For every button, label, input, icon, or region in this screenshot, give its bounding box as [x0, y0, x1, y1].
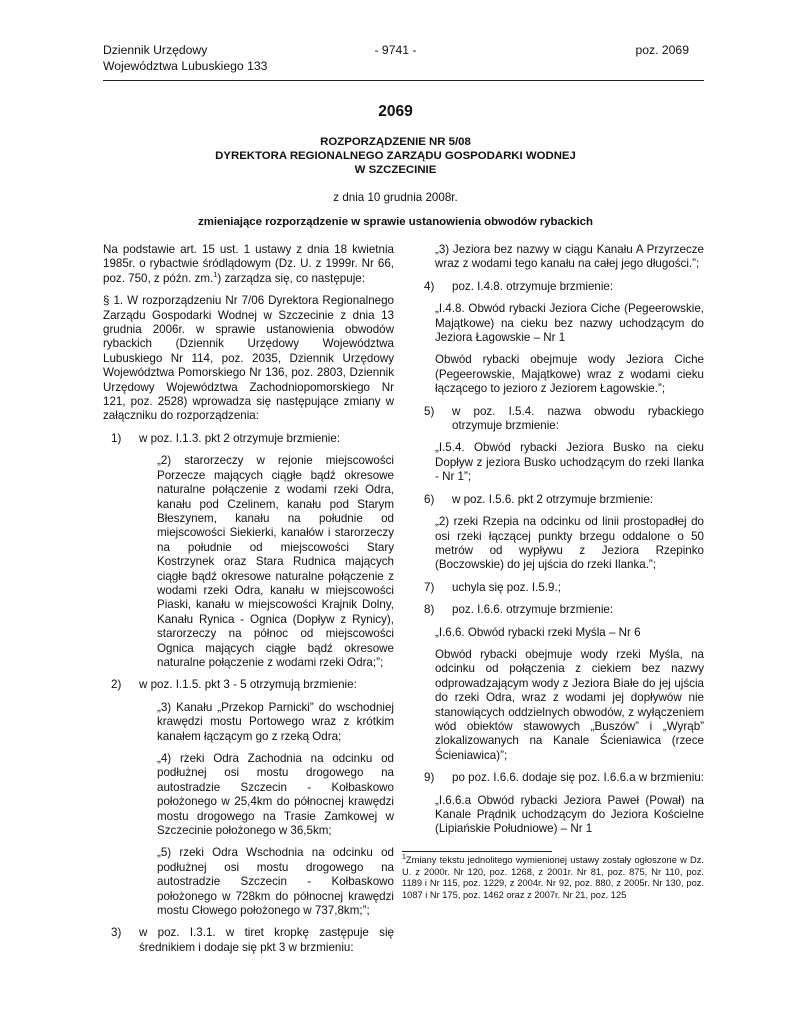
amendment-item-5: [416, 405, 704, 434]
quoted-provision: „I.6.6.a Obwód rybacki Jeziora Paweł (Pował) na Kanale Prądnik uchodzącym do Jeziora Kościelne (Lipiańskie Południowe) – Nr 1: [435, 793, 704, 836]
legal-basis-paragraph: [103, 243, 394, 286]
item-text: w poz. I.3.1. w tiret kropkę zastępuje się średnikiem i dodaje się pkt 3 w brzmieniu:: [139, 926, 394, 954]
item-number: 2): [111, 678, 122, 692]
amendment-item-4: [416, 280, 704, 294]
item-text: poz. I.4.8. otrzymuje brzmienie:: [452, 279, 614, 293]
position-number: poz. 2069: [635, 43, 689, 57]
quoted-provision: „3) Jeziora bez nazwy w ciągu Kanału A Przyrzecze wraz z wodami tego kanału na całej jego długości.”;: [435, 243, 704, 271]
footnote-reference: 1: [213, 269, 218, 279]
item-text: w poz. I.1.5. pkt 3 - 5 otrzymują brzmienie:: [139, 678, 357, 692]
document-title-line1: ROZPORZĄDZENIE NR 5/08: [320, 136, 471, 148]
left-column: [103, 243, 394, 963]
document-number: 2069: [378, 103, 413, 120]
amendment-item-6: [416, 493, 704, 507]
document-subject: zmieniające rozporządzenie w sprawie ustanowienia obwodów rybackich: [198, 216, 593, 228]
quoted-provision: „3) Kanału „Przekop Parnicki” do wschodniej krawędzi mostu Portowego wraz z krótkim kanałem łączącym go z rzeką Odra;: [157, 700, 394, 743]
quoted-provision: „4) rzeki Odra Zachodnia na odcinku od podłużnej osi mostu drogowego na autostradzie Szczecin - Kołbaskowo położonego w 25,4km do północnej krawędzi mostu drogowego na Trasie Zamkowej w Szczecinie położonego w 36,5km;: [157, 752, 394, 838]
amendment-item-9: [416, 771, 704, 785]
amendment-item-1: [103, 432, 394, 446]
item-text: w poz. I.5.4. nazwa obwodu rybackiego otrzymuje brzmienie:: [452, 404, 704, 433]
document-title-line3: W SZCZECINIE: [354, 164, 437, 177]
item-number: 4): [424, 279, 435, 293]
item-text: w poz. I.1.3. pkt 2 otrzymuje brzmienie:: [139, 431, 341, 445]
quoted-provision: „I.4.8. Obwód rybacki Jeziora Ciche (Pegeerowskie, Majątkowe) na cieku bez nazwy uchodzącym do Jeziora Łagowskie – Nr 1: [435, 302, 704, 345]
item-number: 7): [424, 580, 435, 594]
gazette-title: Dziennik Urzędowy: [103, 43, 208, 57]
quoted-provision: „2) rzeki Rzepia na odcinku od linii prostopadłej do osi rzeki łączącej punkty brzegu oddalone o 50 metrów od wypływu z Jeziora Rzepinko (Boczowskie) do jej ujścia do rzeki Ilanka.”;: [435, 515, 704, 572]
right-column: [416, 243, 704, 845]
item-number: 3): [111, 926, 122, 940]
item-text: poz. I.6.6. otrzymuje brzmienie:: [452, 603, 614, 617]
item-number: 8): [424, 603, 435, 617]
document-date: z dnia 10 grudnia 2008r.: [333, 191, 458, 204]
item-number: 9): [424, 771, 435, 785]
item-text: uchyla się poz. I.5.9.;: [452, 580, 561, 594]
amendment-item-2: [103, 678, 394, 692]
quoted-provision: Obwód rybacki obejmuje wody Jeziora Ciche (Pegeerowskie, Majątkowe) wraz z wodami cieku łączącego to jezioro z Jeziorem Łagowskie.”;: [435, 353, 704, 396]
section-1-paragraph: § 1. W rozporządzeniu Nr 7/06 Dyrektora Regionalnego Zarządu Gospodarki Wodnej w Szczecinie z dnia 13 grudnia 2006r. w sprawie ustanowienia obwodów rybackich (Dziennik Urzędowy Województwa Lubuskiego Nr 114, poz. 2035, Dziennik Urzędowy Województwa Pomorskiego Nr 136, poz. 2803, Dziennik Urzędowy Województwa Zachodniopomorskiego Nr 121, poz. 2528) wprowadza się następujące zmiany w załączniku do rozporządzenia:: [103, 294, 394, 423]
page-number: - 9741 -: [374, 43, 417, 57]
quoted-provision: „I.5.4. Obwód rybacki Jeziora Busko na cieku Dopływ z jeziora Busko uchodzącym do rzeki Ilanka - Nr 1”;: [435, 441, 704, 484]
legal-basis-text-end: ) zarządza się, co następuje:: [217, 271, 365, 285]
quoted-provision: Obwód rybacki obejmuje wody rzeki Myśla, na odcinku od połączenia z ciekiem bez nazwy odprowadzającym wody z Jeziora Białe do jej ujścia do rzeki Odra, wraz z wodami jej dopływów nie stanowiących oddzielnych obwodów, z wyłączeniem wód obiektów stawowych „Buszów” i „Wyrąb” zlokalizowanych na Kanale Ścieniawica (rzece Ścieniawica)”;: [435, 647, 704, 762]
item-number: 5): [424, 404, 435, 418]
document-title-line2: DYREKTORA REGIONALNEGO ZARZĄDU GOSPODARKI WODNEJ: [215, 150, 576, 163]
item-text: po poz. I.6.6. dodaje się poz. I.6.6.a w brzmieniu:: [452, 771, 704, 785]
gazette-issue: Województwa Lubuskiego 133: [103, 59, 268, 73]
footnote-mark: 1: [402, 853, 406, 861]
header-divider: [103, 80, 704, 81]
item-number: 6): [424, 492, 435, 506]
footnote-divider: [402, 851, 552, 852]
footnote-text: Zmiany tekstu jednolitego wymienionej ustawy zostały ogłoszone w Dz. U. z 2000r. Nr 120, poz. 1268, z 2001r. Nr 81, poz. 875, Nr 110, poz. 1189 i Nr 115, poz. 1229, z 2004r. Nr 92, poz. 880, z 2005r. Nr 130, poz. 1087 i Nr 175, poz. 1462 oraz z 2007r. Nr 21, poz. 125: [402, 855, 704, 900]
item-number: 1): [111, 431, 122, 445]
footnote: [402, 855, 704, 901]
amendment-item-7: [416, 581, 704, 595]
quoted-provision: „5) rzeki Odra Wschodnia na odcinku od podłużnej osi mostu drogowego na autostradzie Szczecin - Kołbaskowo położonego w 728km do północnej krawędzi mostu Cłowego położonego w 737,8km;”;: [157, 846, 394, 918]
document-title: [0, 135, 791, 178]
legal-basis-text: Na podstawie art. 15 ust. 1 ustawy z dnia 18 kwietnia 1985r. o rybactwie śródlądowym (Dz. U. z 1999r. Nr 66, poz. 750, z późn. zm.: [103, 243, 394, 285]
quoted-provision: „I.6.6. Obwód rybacki rzeki Myśla – Nr 6: [435, 625, 641, 639]
amendment-item-8: [416, 603, 704, 617]
item-text: w poz. I.5.6. pkt 2 otrzymuje brzmienie:: [452, 492, 654, 506]
amendment-item-3: [103, 926, 394, 955]
quoted-provision: „2) starorzeczy w rejonie miejscowości Porzecze mających ciągłe bądź okresowe naturalne połączenie z wodami rzeki Odra, kanału pod Czelinem, kanału pod Starym Błeszynem, kanału na południe od miejscowości Siekierki, kanałów i starorzeczy na południe od miejscowości Stary Kostrzynek oraz Stara Rudnica mających ciągłe bądź okresowe naturalne połączenie z wodami rzeki Odra, kanału w miejscowości Piaski, kanału w miejscowości Krajnik Dolny, Kanału Rynica - Ognica (Dopływ z Rynicy), starorzeczy na północ od miejscowości Ognica mających ciągłe bądź okresowe naturalne połączenie z wodami rzeki Odra;”;: [157, 454, 394, 669]
